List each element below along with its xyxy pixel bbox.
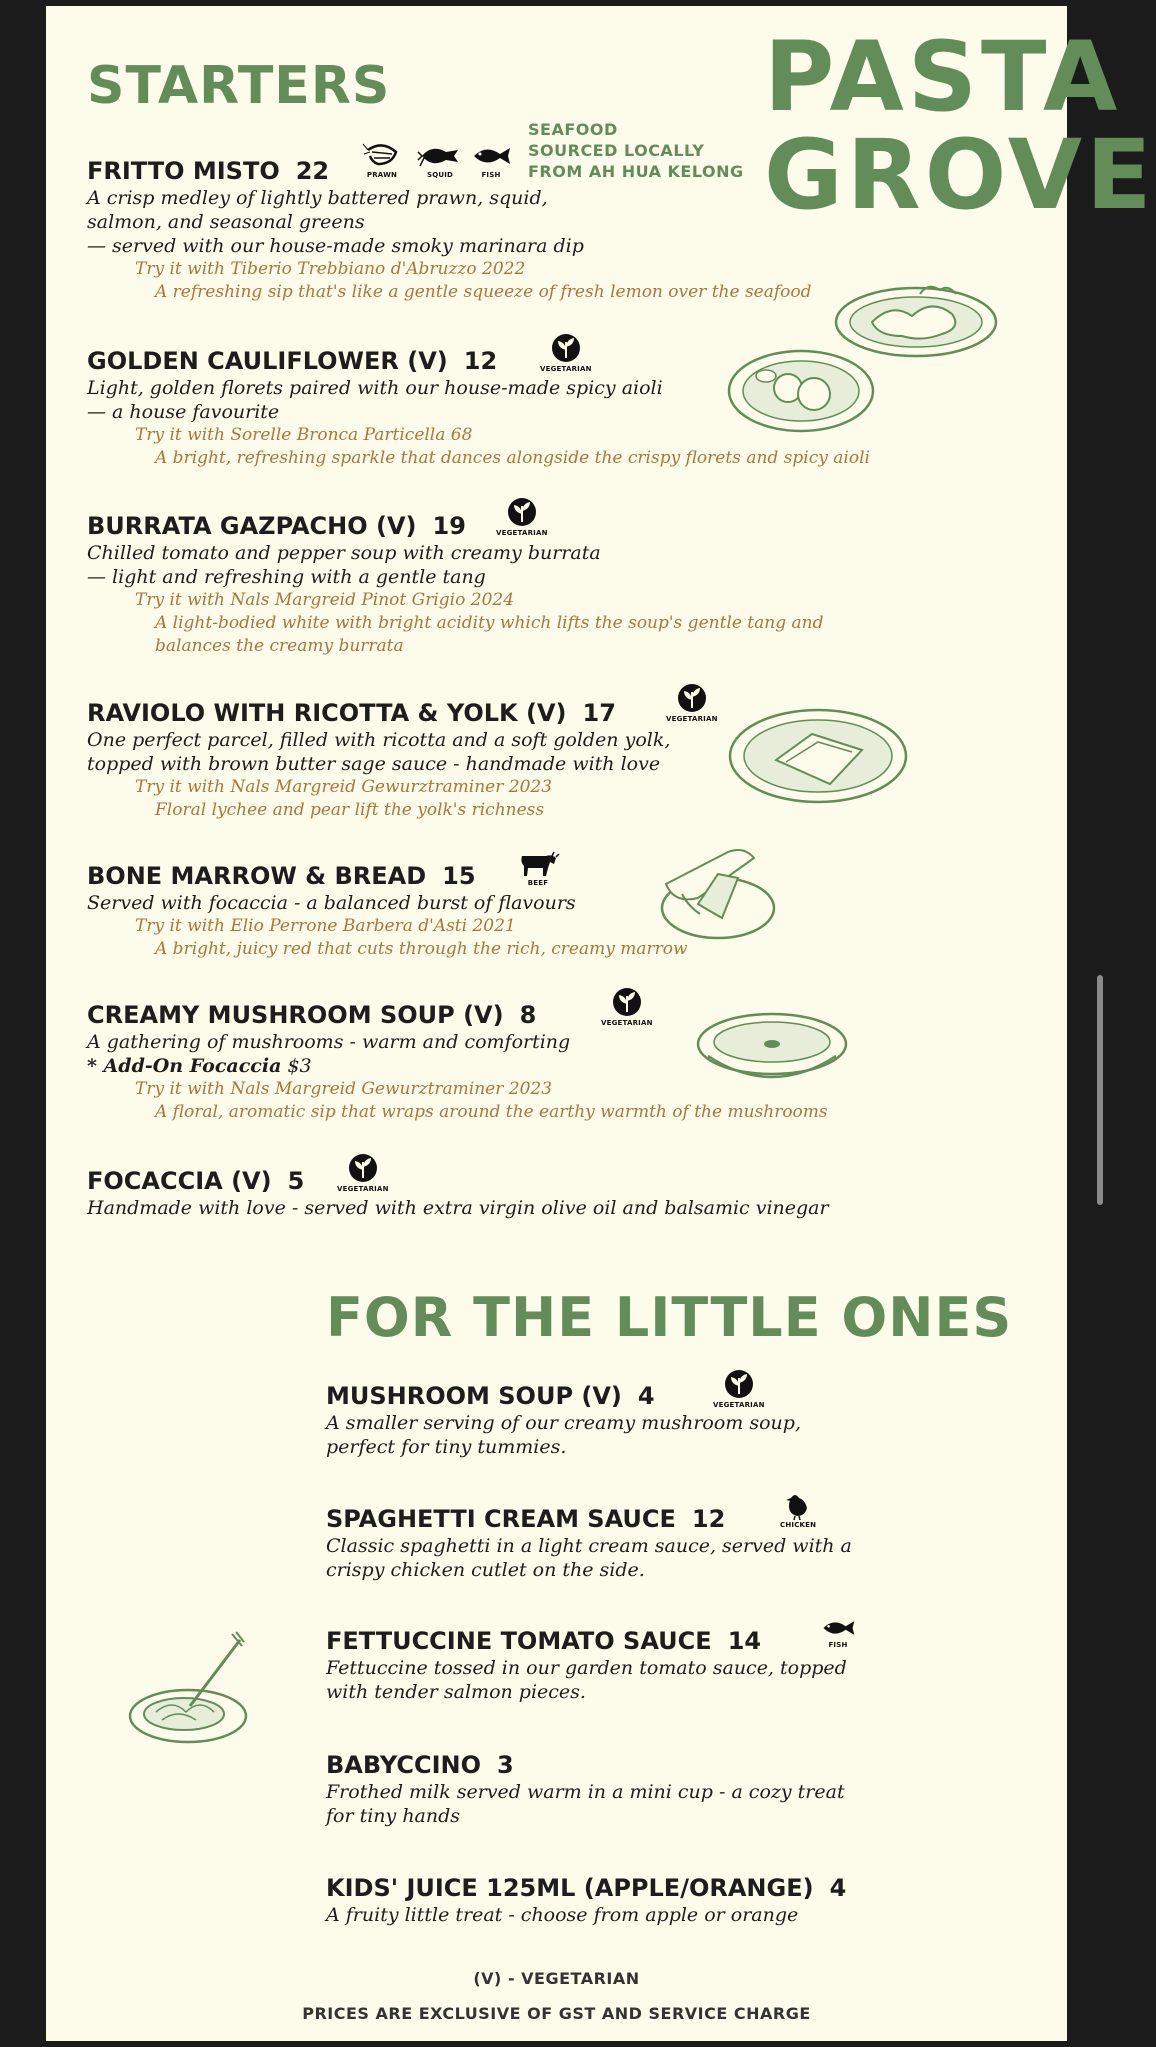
vegetarian-icon bbox=[346, 1152, 380, 1184]
vegetarian-badge bbox=[496, 496, 548, 537]
item-price: 17 bbox=[582, 699, 616, 727]
item-description: for tiny hands bbox=[326, 1805, 461, 1827]
badge-label: BEEF bbox=[527, 879, 549, 887]
vegetarian-badge bbox=[540, 332, 592, 373]
prawn-icon bbox=[362, 142, 402, 170]
vegetarian-icon bbox=[675, 682, 709, 714]
item-description: A smaller serving of our creamy mushroom soup, bbox=[326, 1412, 801, 1434]
bone-marrow-plate-illustration bbox=[658, 844, 778, 942]
wine-pairing-note: A refreshing sip that's like a gentle squeeze of fresh lemon over the seafood bbox=[155, 282, 812, 302]
scrollbar-thumb[interactable] bbox=[1097, 975, 1103, 1205]
vegetarian-icon bbox=[549, 332, 583, 364]
item-name: CREAMY MUSHROOM SOUP (V) bbox=[87, 1001, 504, 1029]
chicken-icon bbox=[783, 1492, 813, 1520]
badge-label: CHICKEN bbox=[780, 1521, 817, 1529]
kids-pasta-plate-illustration bbox=[126, 1626, 256, 1746]
item-description: Classic spaghetti in a light cream sauce, served with a bbox=[326, 1535, 852, 1557]
vegetarian-badge bbox=[601, 986, 653, 1027]
squid-badge bbox=[418, 142, 462, 179]
item-title bbox=[326, 1504, 852, 1534]
starters-heading: STARTERS bbox=[87, 56, 391, 116]
item-price: 14 bbox=[727, 1627, 762, 1655]
vegetarian-badge bbox=[713, 1368, 765, 1409]
item-description: Handmade with love - served with extra virgin olive oil and balsamic vinegar bbox=[87, 1197, 829, 1219]
wine-pairing: Try it with Tiberio Trebbiano d'Abruzzo 2022 bbox=[135, 259, 526, 279]
wine-pairing-note: A light-bodied white with bright acidity which lifts the soup's gentle tang and bbox=[155, 613, 824, 633]
item-name: FRITTO MISTO bbox=[87, 157, 280, 185]
badge-label: VEGETARIAN bbox=[713, 1401, 765, 1409]
item-name: KIDS' JUICE 125ML (APPLE/ORANGE) bbox=[326, 1874, 814, 1902]
logo-line-1: PASTA bbox=[764, 21, 1122, 133]
vegetarian-icon bbox=[722, 1368, 756, 1400]
cow-icon bbox=[516, 848, 560, 878]
vegetarian-icon bbox=[610, 986, 644, 1018]
vegetarian-legend: (V) - VEGETARIAN bbox=[473, 1969, 640, 1988]
item-price: 22 bbox=[295, 157, 330, 185]
fish-badge bbox=[470, 142, 512, 179]
menu-item-bone-marrow bbox=[87, 861, 688, 961]
kids-item-juice bbox=[326, 1873, 846, 1927]
little-ones-heading: FOR THE LITTLE ONES bbox=[326, 1286, 1013, 1349]
prawn-badge bbox=[362, 142, 402, 179]
logo-line-2: GROVE bbox=[764, 119, 1156, 231]
vegetarian-icon bbox=[505, 496, 539, 528]
item-price: 12 bbox=[463, 347, 498, 375]
badge-label: FISH bbox=[481, 171, 501, 179]
seafood-note-line: SOURCED LOCALLY bbox=[528, 141, 705, 160]
item-description: perfect for tiny tummies. bbox=[326, 1436, 567, 1458]
badge-label: FISH bbox=[828, 1641, 848, 1649]
fish-icon bbox=[470, 142, 512, 170]
wine-pairing: Try it with Elio Perrone Barbera d'Asti 2021 bbox=[135, 916, 516, 936]
badge-label: VEGETARIAN bbox=[337, 1185, 389, 1193]
item-price: 15 bbox=[442, 862, 476, 890]
item-description: Fettuccine tossed in our garden tomato sauce, topped bbox=[326, 1657, 847, 1679]
item-price: 12 bbox=[691, 1505, 726, 1533]
item-price: 5 bbox=[287, 1167, 305, 1195]
item-name: FOCACCIA (V) bbox=[87, 1167, 272, 1195]
item-price: 8 bbox=[519, 1001, 537, 1029]
badge-label: VEGETARIAN bbox=[666, 715, 718, 723]
item-name: BURRATA GAZPACHO (V) bbox=[87, 512, 417, 540]
seafood-note-line: FROM AH HUA KELONG bbox=[528, 162, 744, 181]
mushroom-soup-bowl-illustration bbox=[694, 1008, 850, 1088]
kids-item-fettuccine-tomato bbox=[326, 1626, 847, 1704]
beef-badge bbox=[516, 848, 560, 887]
menu-item-raviolo bbox=[87, 698, 670, 822]
item-title bbox=[326, 1750, 845, 1780]
addon-label: * Add-On Focaccia bbox=[87, 1055, 282, 1077]
item-description: Chilled tomato and pepper soup with creamy burrata bbox=[87, 542, 601, 564]
item-title bbox=[326, 1873, 846, 1903]
item-description: One perfect parcel, filled with ricotta and a soft golden yolk, bbox=[87, 729, 671, 751]
item-description: Light, golden florets paired with our house-made spicy aioli bbox=[87, 377, 663, 399]
wine-pairing-note: A bright, refreshing sparkle that dances alongside the crispy florets and spicy aioli bbox=[155, 448, 870, 468]
item-description: Served with focaccia - a balanced burst of flavours bbox=[87, 892, 576, 914]
chicken-badge bbox=[780, 1492, 816, 1529]
item-price: 3 bbox=[497, 1751, 514, 1779]
item-description: A crisp medley of lightly battered prawn, squid, bbox=[87, 187, 548, 209]
menu-page bbox=[46, 6, 1156, 2041]
kids-item-spaghetti-cream bbox=[326, 1504, 852, 1582]
prices-note: PRICES ARE EXCLUSIVE OF GST AND SERVICE CHARGE bbox=[302, 2004, 811, 2023]
item-description: with tender salmon pieces. bbox=[326, 1681, 586, 1703]
item-title bbox=[87, 861, 688, 891]
wine-pairing: Try it with Nals Margreid Pinot Grigio 2024 bbox=[135, 590, 515, 610]
wine-pairing-note: A bright, juicy red that cuts through the rich, creamy marrow bbox=[155, 939, 688, 959]
addon-price: $3 bbox=[287, 1055, 312, 1077]
item-description: topped with brown butter sage sauce - handmade with love bbox=[87, 753, 661, 775]
badge-label: VEGETARIAN bbox=[540, 365, 592, 373]
item-name: RAVIOLO WITH RICOTTA & YOLK (V) bbox=[87, 699, 567, 727]
item-title bbox=[326, 1626, 847, 1656]
squid-icon bbox=[418, 142, 462, 170]
item-description: — served with our house-made smoky marinara dip bbox=[87, 235, 584, 257]
wine-pairing: Try it with Sorelle Bronca Particella 68 bbox=[135, 425, 473, 445]
cauliflower-plate-illustration bbox=[726, 346, 876, 436]
badge-label: SQUID bbox=[426, 171, 454, 179]
item-title bbox=[87, 1166, 829, 1196]
wine-pairing: Try it with Nals Margreid Gewurztraminer 2023 bbox=[135, 777, 553, 797]
fish-icon bbox=[818, 1616, 858, 1640]
item-title bbox=[87, 698, 670, 728]
raviolo-plate-illustration bbox=[726, 704, 910, 808]
fish-badge bbox=[818, 1616, 858, 1649]
item-description: crispy chicken cutlet on the side. bbox=[326, 1559, 645, 1581]
item-title bbox=[87, 511, 823, 541]
vegetarian-badge bbox=[337, 1152, 389, 1193]
menu-item-focaccia bbox=[87, 1166, 829, 1220]
item-price: 4 bbox=[637, 1382, 655, 1410]
item-description: A gathering of mushrooms - warm and comforting bbox=[87, 1031, 571, 1053]
menu-item-burrata-gazpacho bbox=[87, 511, 823, 658]
item-name: BONE MARROW & BREAD bbox=[87, 862, 427, 890]
badge-label: VEGETARIAN bbox=[496, 529, 548, 537]
wine-pairing-note: Floral lychee and pear lift the yolk's richness bbox=[155, 800, 545, 820]
vegetarian-badge bbox=[666, 682, 718, 723]
item-description: A fruity little treat - choose from apple or orange bbox=[326, 1904, 799, 1926]
item-name: SPAGHETTI CREAM SAUCE bbox=[326, 1505, 676, 1533]
seafood-note-line: SEAFOOD bbox=[528, 120, 618, 139]
item-name: MUSHROOM SOUP (V) bbox=[326, 1382, 622, 1410]
item-name: BABYCCINO bbox=[326, 1751, 482, 1779]
item-description: — a house favourite bbox=[87, 401, 280, 423]
wine-pairing: Try it with Nals Margreid Gewurztraminer 2023 bbox=[135, 1079, 553, 1099]
badge-label: VEGETARIAN bbox=[601, 1019, 653, 1027]
wine-pairing-note: balances the creamy burrata bbox=[155, 636, 404, 656]
item-price: 19 bbox=[432, 512, 466, 540]
item-name: GOLDEN CAULIFLOWER (V) bbox=[87, 347, 448, 375]
item-description: salmon, and seasonal greens bbox=[87, 211, 365, 233]
wine-pairing-note: A floral, aromatic sip that wraps around the earthy warmth of the mushrooms bbox=[155, 1102, 828, 1122]
item-name: FETTUCCINE TOMATO SAUCE bbox=[326, 1627, 712, 1655]
item-description: Frothed milk served warm in a mini cup - a cozy treat bbox=[326, 1781, 845, 1803]
item-description: — light and refreshing with a gentle tang bbox=[87, 566, 486, 588]
badge-label: PRAWN bbox=[366, 171, 398, 179]
kids-item-babyccino bbox=[326, 1750, 845, 1828]
item-price: 4 bbox=[829, 1874, 847, 1902]
